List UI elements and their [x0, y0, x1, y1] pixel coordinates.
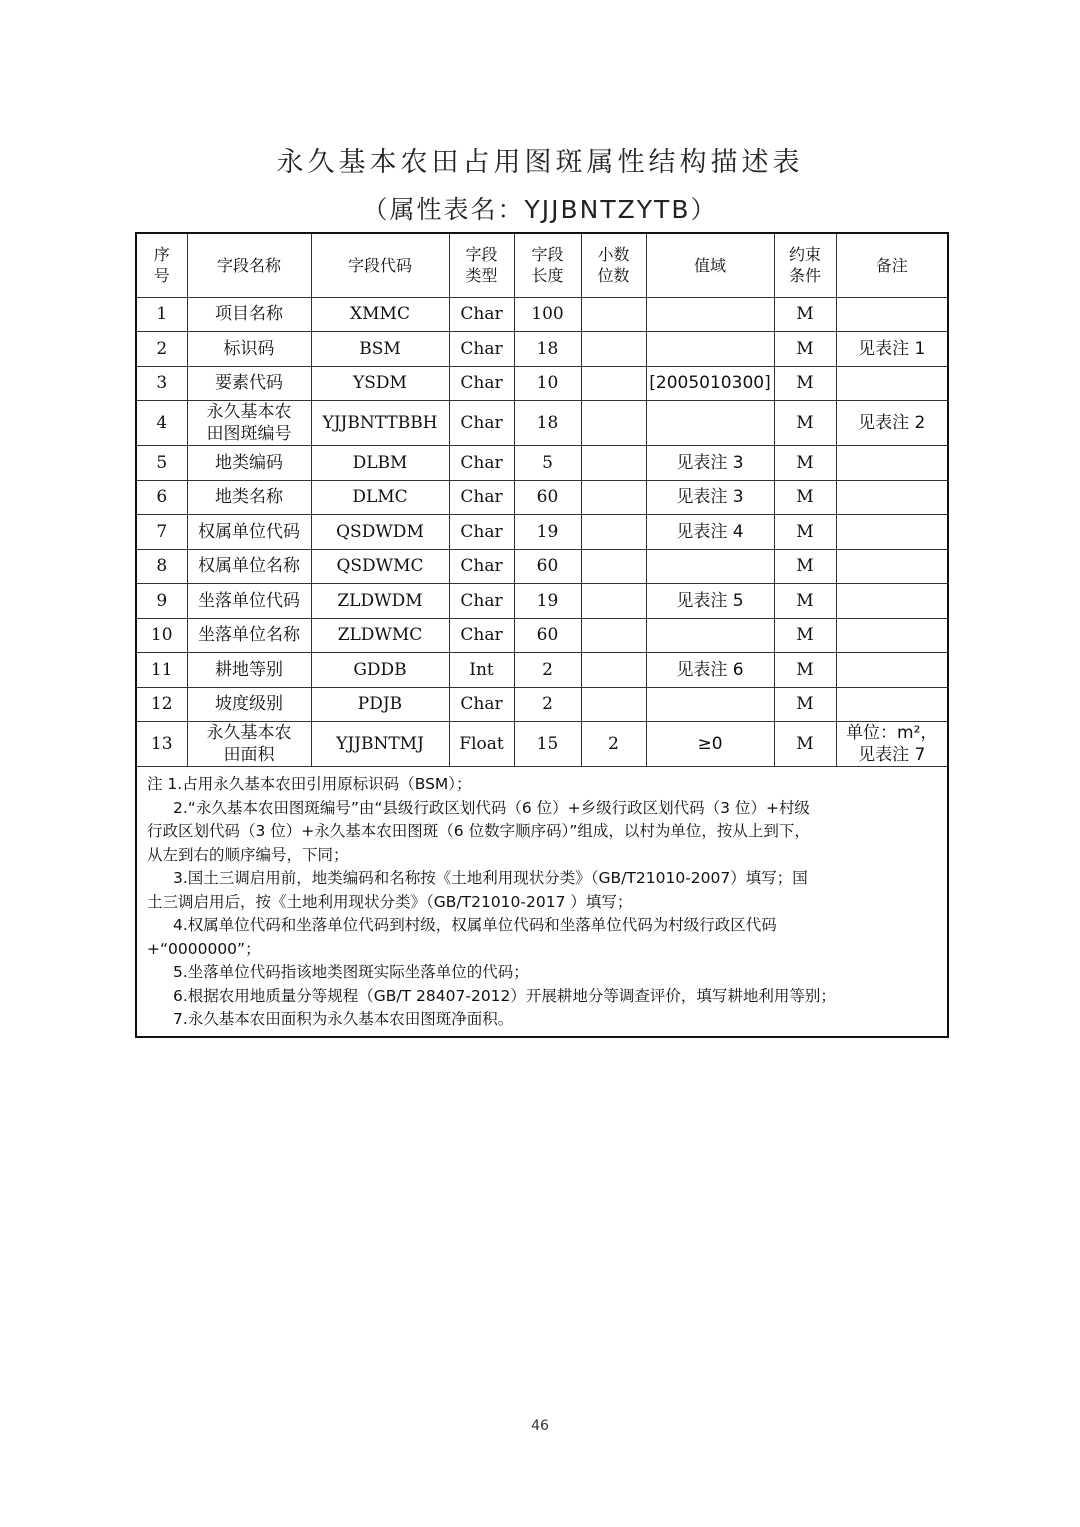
cell-remark — [836, 618, 948, 653]
cell-field-code: BSM — [311, 332, 449, 367]
cell-field-code: GDDB — [311, 653, 449, 688]
cell-field-length: 18 — [514, 401, 581, 446]
cell-decimals — [581, 401, 646, 446]
header-seq: 序 号 — [136, 233, 187, 297]
note-line: 行政区划代码（3 位）+永久基本农田图斑（6 位数字顺序码）”组成，以村为单位，按从上到下， — [147, 822, 810, 840]
cell-field-length: 5 — [514, 446, 581, 481]
cell-field-name: 权属单位名称 — [187, 549, 311, 584]
cell-field-length: 10 — [514, 366, 581, 401]
cell-domain: 见表注 3 — [646, 446, 774, 481]
cell-seq: 9 — [136, 584, 187, 619]
cell-field-name: 坐落单位名称 — [187, 618, 311, 653]
cell-remark — [836, 515, 948, 550]
cell-domain — [646, 618, 774, 653]
cell-field-code: DLMC — [311, 480, 449, 515]
table-row — [136, 366, 948, 401]
cell-seq: 6 — [136, 480, 187, 515]
cell-remark: 单位：m²， 见表注 7 — [836, 722, 948, 767]
cell-field-type: Char — [449, 332, 514, 367]
cell-field-type: Float — [449, 722, 514, 767]
cell-decimals — [581, 515, 646, 550]
note-line: 5.坐落单位代码指该地类图斑实际坐落单位的代码； — [173, 963, 529, 981]
header-field-name: 字段名称 — [187, 233, 311, 297]
table-row — [136, 401, 948, 446]
table-row — [136, 722, 948, 767]
cell-domain: ≥0 — [646, 722, 774, 767]
header-remark: 备注 — [836, 233, 948, 297]
cell-domain: 见表注 5 — [646, 584, 774, 619]
cell-domain: 见表注 3 — [646, 480, 774, 515]
cell-seq: 3 — [136, 366, 187, 401]
header-domain: 值域 — [646, 233, 774, 297]
cell-field-type: Int — [449, 653, 514, 688]
cell-decimals — [581, 618, 646, 653]
cell-field-type: Char — [449, 515, 514, 550]
table-row — [136, 332, 948, 367]
cell-field-length: 100 — [514, 297, 581, 332]
note-line: 6.根据农用地质量分等规程（GB/T 28407-2012）开展耕地分等调查评价，填写耕地利用等别； — [173, 986, 836, 1005]
table-row — [136, 480, 948, 515]
cell-remark — [836, 653, 948, 688]
cell-field-code: YSDM — [311, 366, 449, 401]
note-line: 4.权属单位代码和坐落单位代码到村级，权属单位代码和坐落单位代码为村级行政区代码 — [173, 916, 777, 934]
cell-domain: 见表注 4 — [646, 515, 774, 550]
cell-field-name: 地类编码 — [187, 446, 311, 481]
cell-domain: 见表注 6 — [646, 653, 774, 688]
cell-field-type: Char — [449, 480, 514, 515]
cell-constraint: M — [774, 653, 836, 688]
cell-decimals — [581, 687, 646, 722]
cell-field-code: PDJB — [311, 687, 449, 722]
cell-field-length: 60 — [514, 618, 581, 653]
cell-field-name: 坡度级别 — [187, 687, 311, 722]
cell-field-type: Char — [449, 366, 514, 401]
cell-remark — [836, 687, 948, 722]
cell-constraint: M — [774, 549, 836, 584]
cell-decimals — [581, 549, 646, 584]
cell-field-length: 60 — [514, 549, 581, 584]
cell-constraint: M — [774, 446, 836, 481]
cell-seq: 2 — [136, 332, 187, 367]
cell-field-code: ZLDWDM — [311, 584, 449, 619]
cell-field-type: Char — [449, 618, 514, 653]
cell-domain — [646, 297, 774, 332]
table-row — [136, 515, 948, 550]
note-line: 土三调启用后，按《土地利用现状分类》（GB/T21010-2017 ）填写； — [147, 892, 633, 911]
cell-remark — [836, 366, 948, 401]
attribute-table — [135, 232, 949, 1038]
cell-remark: 见表注 1 — [836, 332, 948, 367]
cell-field-length: 2 — [514, 653, 581, 688]
table-row — [136, 618, 948, 653]
cell-field-code: YJJBNTMJ — [311, 722, 449, 767]
cell-field-name: 坐落单位代码 — [187, 584, 311, 619]
cell-field-code: YJJBNTTBBH — [311, 401, 449, 446]
cell-constraint: M — [774, 366, 836, 401]
cell-decimals — [581, 446, 646, 481]
cell-decimals — [581, 584, 646, 619]
table-name: （属性表名：YJJBNTZYTB） — [362, 195, 718, 224]
note-line: 注 1.占用永久基本农田引用原标识码（BSM）； — [147, 775, 472, 793]
cell-domain — [646, 549, 774, 584]
cell-constraint: M — [774, 332, 836, 367]
cell-decimals — [581, 480, 646, 515]
cell-field-name: 要素代码 — [187, 366, 311, 401]
cell-remark — [836, 584, 948, 619]
header-field-code: 字段代码 — [311, 233, 449, 297]
cell-field-name: 永久基本农 田面积 — [187, 722, 311, 767]
cell-constraint: M — [774, 401, 836, 446]
cell-domain — [646, 687, 774, 722]
cell-remark — [836, 297, 948, 332]
page-title: 永久基本农田占用图斑属性结构描述表 — [276, 147, 804, 178]
cell-field-code: QSDWMC — [311, 549, 449, 584]
cell-field-name: 权属单位代码 — [187, 515, 311, 550]
header-constraint: 约束 条件 — [774, 233, 836, 297]
cell-decimals — [581, 366, 646, 401]
table-row — [136, 687, 948, 722]
cell-seq: 8 — [136, 549, 187, 584]
cell-seq: 1 — [136, 297, 187, 332]
cell-domain — [646, 332, 774, 367]
table-row — [136, 297, 948, 332]
cell-field-name: 项目名称 — [187, 297, 311, 332]
cell-constraint: M — [774, 584, 836, 619]
header-field-length: 字段 长度 — [514, 233, 581, 297]
cell-field-length: 19 — [514, 515, 581, 550]
cell-field-type: Char — [449, 297, 514, 332]
cell-field-code: XMMC — [311, 297, 449, 332]
note-line: +“0000000”； — [147, 939, 261, 958]
note-line: 从左到右的顺序编号，下同； — [147, 845, 349, 864]
cell-field-length: 19 — [514, 584, 581, 619]
cell-field-type: Char — [449, 401, 514, 446]
cell-remark — [836, 446, 948, 481]
cell-constraint: M — [774, 480, 836, 515]
cell-field-length: 2 — [514, 687, 581, 722]
cell-remark — [836, 480, 948, 515]
cell-constraint: M — [774, 722, 836, 767]
table-row — [136, 446, 948, 481]
cell-field-length: 15 — [514, 722, 581, 767]
header-decimals: 小数 位数 — [581, 233, 646, 297]
note-line: 7.永久基本农田面积为永久基本农田图斑净面积。 — [173, 1010, 514, 1028]
cell-field-code: DLBM — [311, 446, 449, 481]
cell-seq: 5 — [136, 446, 187, 481]
cell-constraint: M — [774, 687, 836, 722]
cell-domain — [646, 401, 774, 446]
cell-field-type: Char — [449, 584, 514, 619]
cell-seq: 4 — [136, 401, 187, 446]
table-row — [136, 549, 948, 584]
header-field-type: 字段 类型 — [449, 233, 514, 297]
table-row — [136, 653, 948, 688]
cell-constraint: M — [774, 515, 836, 550]
cell-field-length: 60 — [514, 480, 581, 515]
cell-field-name: 永久基本农 田图斑编号 — [187, 401, 311, 446]
cell-decimals — [581, 653, 646, 688]
cell-field-type: Char — [449, 549, 514, 584]
cell-remark: 见表注 2 — [836, 401, 948, 446]
cell-constraint: M — [774, 297, 836, 332]
cell-field-type: Char — [449, 446, 514, 481]
cell-seq: 7 — [136, 515, 187, 550]
cell-field-type: Char — [449, 687, 514, 722]
cell-decimals: 2 — [581, 722, 646, 767]
cell-constraint: M — [774, 618, 836, 653]
table-header-row — [136, 233, 948, 297]
page-number: 46 — [531, 1418, 549, 1434]
cell-seq: 13 — [136, 722, 187, 767]
table-notes — [136, 767, 948, 1037]
cell-field-code: ZLDWMC — [311, 618, 449, 653]
cell-field-name: 标识码 — [187, 332, 311, 367]
cell-field-name: 地类名称 — [187, 480, 311, 515]
cell-decimals — [581, 297, 646, 332]
table-body — [136, 297, 948, 767]
cell-seq: 12 — [136, 687, 187, 722]
cell-field-length: 18 — [514, 332, 581, 367]
cell-domain: [2005010300] — [646, 366, 774, 401]
notes-row — [136, 767, 948, 1037]
cell-remark — [836, 549, 948, 584]
note-line: 3.国土三调启用前，地类编码和名称按《土地利用现状分类》（GB/T21010-2007）填写；国 — [173, 869, 808, 887]
cell-field-name: 耕地等别 — [187, 653, 311, 688]
cell-seq: 10 — [136, 618, 187, 653]
cell-decimals — [581, 332, 646, 367]
table-row — [136, 584, 948, 619]
note-line: 2.“永久基本农田图斑编号”由“县级行政区划代码（6 位）+乡级行政区划代码（3 位）+村级 — [173, 798, 810, 817]
cell-seq: 11 — [136, 653, 187, 688]
cell-field-code: QSDWDM — [311, 515, 449, 550]
